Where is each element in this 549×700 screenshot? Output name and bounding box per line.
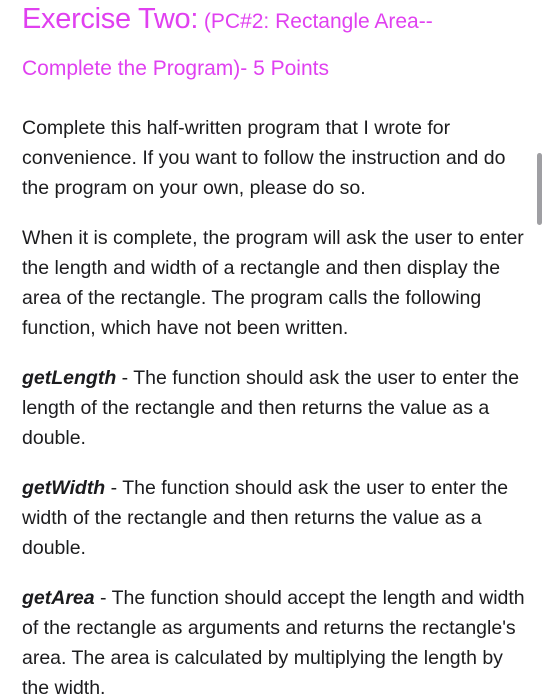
function-name: getLength (22, 367, 117, 389)
function-description: - The function should ask the user to enter the width of the rectangle and then returns the value as a double. (22, 477, 509, 559)
exercise-content (22, 113, 532, 700)
exercise-title (22, 2, 522, 82)
function-name: getWidth (22, 477, 106, 499)
function-description: - The function should ask the user to enter the length of the rectangle and then returns the value as a double. (22, 367, 520, 449)
title-detail-line-1: (PC#2: Rectangle Area-- (198, 10, 433, 33)
description-paragraph: When it is complete, the program will ask the user to enter the length and width of a rectangle and then display the area of the rectangle. The program calls the following function, which have not been written. (22, 227, 524, 339)
title-main: Exercise Two: (22, 3, 199, 35)
title-detail-line-2: Complete the Program)- 5 Points (22, 57, 329, 80)
function-description: - The function should accept the length and width of the rectangle as arguments and returns the rectangle's area. The area is calculated by multiplying the length by the width. (22, 587, 525, 699)
function-get-width (22, 473, 532, 563)
function-name: getArea (22, 587, 95, 609)
function-get-length (22, 363, 532, 453)
vertical-scrollbar[interactable] (537, 153, 542, 225)
title-line-1 (22, 2, 522, 41)
function-get-area (22, 583, 532, 700)
intro-paragraph: Complete this half-written program that I wrote for convenience. If you want to follow the instruction and do the program on your own, please do so. (22, 117, 506, 199)
